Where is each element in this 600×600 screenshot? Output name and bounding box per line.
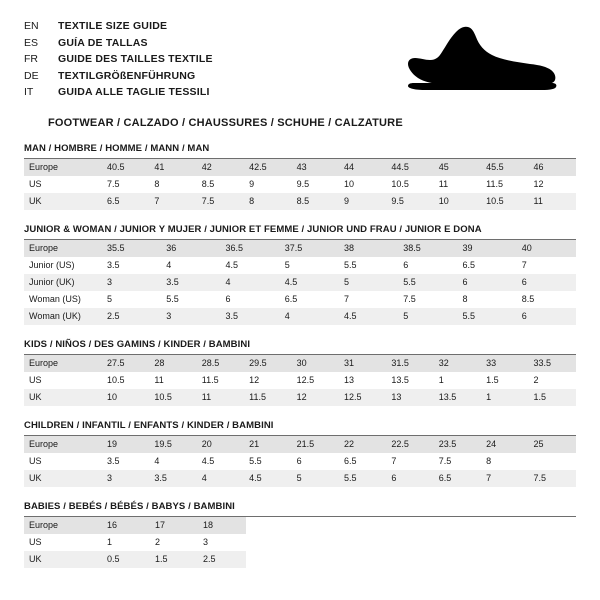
size-cell: 6.5	[284, 293, 298, 304]
size-cell: 1.5	[529, 389, 576, 406]
size-row	[24, 291, 576, 308]
size-block	[24, 129, 576, 210]
size-cell: 31.5	[386, 355, 433, 372]
size-cell: 5.5	[398, 274, 457, 291]
size-cell: 1	[438, 374, 444, 385]
size-row	[24, 274, 576, 291]
size-cell: 16	[102, 517, 150, 534]
size-cell: 39	[458, 240, 517, 257]
size-cell: 36.5	[221, 240, 280, 257]
size-cell: 1	[107, 536, 113, 547]
size-cell: 17	[150, 517, 198, 534]
size-cell: 11	[154, 374, 164, 385]
size-cell: 5	[292, 470, 339, 487]
language-title-list-body	[24, 18, 213, 101]
size-cell: 20	[197, 436, 244, 453]
size-cell-filler	[246, 534, 576, 551]
size-row-label: UK	[24, 470, 102, 487]
size-cell: 2.5	[198, 551, 246, 568]
size-cell: 45	[434, 159, 481, 176]
size-row-label: Woman (UK)	[24, 308, 102, 325]
size-row-label: UK	[24, 389, 102, 406]
language-title-list	[24, 18, 213, 101]
size-cell: 25	[529, 436, 576, 453]
language-title: TEXTILE SIZE GUIDE	[58, 20, 168, 32]
footwear-category-title: FOOTWEAR / CALZADO / CHAUSSURES / SCHUHE / CALZATURE	[48, 116, 403, 129]
size-cell: 7	[521, 259, 527, 270]
size-cell: 40.5	[102, 159, 149, 176]
size-cell: 5	[339, 274, 398, 291]
size-row	[24, 240, 576, 257]
size-cell: 9.5	[386, 193, 433, 210]
size-cell: 3.5	[161, 274, 220, 291]
size-cell: 31	[339, 355, 386, 372]
size-cell: 10.5	[391, 178, 409, 189]
size-cell: 6.5	[102, 193, 149, 210]
size-cell: 7	[344, 293, 350, 304]
size-row	[24, 551, 576, 568]
size-cell: 38	[339, 240, 398, 257]
size-cell: 23.5	[434, 436, 481, 453]
size-cell: 12	[292, 389, 339, 406]
dress-shoe-icon	[384, 22, 574, 100]
size-cell: 5	[284, 259, 290, 270]
size-cell: 7	[149, 193, 196, 210]
size-cell: 8.5	[201, 178, 215, 189]
size-row-label: Junior (US)	[29, 259, 75, 270]
language-code: DE	[24, 69, 39, 82]
size-cell: 11	[529, 193, 576, 210]
size-cell: 3.5	[107, 259, 120, 270]
size-cell: 2.5	[102, 308, 161, 325]
size-cell: 8	[462, 293, 468, 304]
size-cell: 19.5	[149, 436, 196, 453]
size-cell: 7.5	[403, 293, 416, 304]
size-cell: 10.5	[107, 374, 125, 385]
size-row-label: US	[29, 455, 42, 466]
size-cell: 8	[244, 193, 291, 210]
page-header	[0, 0, 600, 129]
size-cell: 11	[438, 178, 449, 189]
size-cell: 4.5	[280, 274, 339, 291]
language-code: FR	[24, 53, 38, 65]
language-code: ES	[24, 36, 39, 49]
size-blocks	[0, 129, 600, 568]
size-table	[24, 240, 576, 325]
size-row	[24, 389, 576, 406]
size-cell: 3	[102, 470, 149, 487]
size-cell: 3.5	[149, 470, 196, 487]
size-row-label: US	[29, 536, 42, 547]
size-cell: 9	[249, 178, 255, 189]
size-cell: 12.5	[339, 389, 386, 406]
size-block	[24, 487, 576, 568]
size-cell: 22	[339, 436, 386, 453]
size-cell: 4	[221, 274, 280, 291]
size-cell: 28.5	[197, 355, 244, 372]
size-row	[24, 436, 576, 453]
size-cell: 10.5	[481, 193, 528, 210]
size-cell: 8.5	[521, 293, 535, 304]
size-cell: 33	[481, 355, 528, 372]
size-cell: 19	[102, 436, 149, 453]
size-block	[24, 406, 576, 487]
size-row	[24, 176, 576, 193]
size-row-label: Europe	[24, 159, 102, 176]
size-row	[24, 453, 576, 470]
size-row	[24, 534, 576, 551]
size-cell: 10	[343, 178, 354, 189]
size-cell: 2	[155, 536, 161, 547]
size-cell: 18	[198, 517, 246, 534]
size-row-label: Europe	[24, 355, 102, 372]
size-cell: 43	[292, 159, 339, 176]
size-row	[24, 308, 576, 325]
size-cell: 8	[486, 455, 492, 466]
size-cell: 6	[517, 308, 576, 325]
language-title: GUÍA DE TALLAS	[58, 36, 148, 49]
language-title: GUIDA ALLE TAGLIE TESSILI	[58, 86, 210, 98]
size-cell: 3.5	[221, 308, 280, 325]
size-cell: 21	[244, 436, 291, 453]
size-cell: 36	[161, 240, 220, 257]
size-cell: 5.5	[166, 293, 179, 304]
size-cell: 5.5	[458, 308, 517, 325]
size-cell: 4.5	[244, 470, 291, 487]
size-row	[24, 517, 576, 534]
size-cell: 11.5	[201, 374, 219, 385]
size-cell	[529, 453, 576, 470]
size-cell: 1.5	[150, 551, 198, 568]
size-cell: 6.5	[343, 455, 357, 466]
size-cell: 13.5	[391, 374, 409, 385]
size-table	[24, 355, 576, 406]
size-cell: 41	[149, 159, 196, 176]
size-cell: 6	[386, 470, 433, 487]
size-row-label: US	[29, 374, 42, 385]
size-row-label: Woman (US)	[29, 293, 81, 304]
size-block-heading: CHILDREN / INFANTIL / ENFANTS / KINDER / BAMBINI	[24, 406, 576, 436]
size-cell: 5.5	[344, 259, 357, 270]
size-cell: 6	[458, 274, 517, 291]
language-code: IT	[24, 86, 34, 98]
size-cell: 7.5	[197, 193, 244, 210]
size-row	[24, 355, 576, 372]
language-row	[24, 68, 213, 85]
language-title: GUIDE DES TAILLES TEXTILE	[58, 53, 213, 65]
size-cell: 4	[166, 259, 172, 270]
size-cell: 21.5	[292, 436, 339, 453]
size-block	[24, 325, 576, 406]
size-cell: 27.5	[102, 355, 149, 372]
size-row-label: US	[29, 178, 42, 189]
size-cell: 2	[533, 374, 539, 385]
language-row	[24, 84, 213, 101]
size-row	[24, 470, 576, 487]
size-cell: 11.5	[244, 389, 291, 406]
language-row	[24, 35, 213, 52]
size-cell: 42	[197, 159, 244, 176]
size-cell: 9	[339, 193, 386, 210]
size-cell: 12.5	[296, 374, 315, 385]
size-cell: 4	[280, 308, 339, 325]
size-cell: 5	[107, 293, 113, 304]
language-code: EN	[24, 20, 39, 32]
size-cell: 40	[517, 240, 576, 257]
language-row	[24, 18, 213, 35]
size-cell: 10.5	[149, 389, 196, 406]
size-block-heading: BABIES / BEBÉS / BÉBÉS / BABYS / BAMBINI	[24, 487, 576, 517]
size-cell: 29.5	[244, 355, 291, 372]
language-row	[24, 51, 213, 68]
size-cell: 11	[197, 389, 244, 406]
size-cell: 7	[391, 455, 397, 466]
size-cell: 6.5	[434, 470, 481, 487]
size-cell: 6	[296, 455, 302, 466]
size-table	[24, 436, 576, 487]
size-cell: 46	[529, 159, 576, 176]
size-block-heading: KIDS / NIÑOS / DES GAMINS / KINDER / BAMBINI	[24, 325, 576, 355]
size-cell-filler	[246, 551, 576, 568]
size-cell: 33.5	[529, 355, 576, 372]
size-row-label: UK	[24, 551, 102, 568]
size-cell: 1.5	[486, 374, 499, 385]
size-cell: 9.5	[296, 178, 310, 189]
size-cell: 10	[434, 193, 481, 210]
size-cell: 7.5	[529, 470, 576, 487]
size-cell: 6	[403, 259, 409, 270]
size-cell: 45.5	[481, 159, 528, 176]
size-cell: 12	[533, 178, 544, 189]
size-cell: 4.5	[201, 455, 215, 466]
size-cell: 6	[225, 293, 231, 304]
size-row-label: Junior (UK)	[24, 274, 102, 291]
size-cell: 35.5	[102, 240, 161, 257]
size-cell: 38.5	[398, 240, 457, 257]
size-cell: 4.5	[339, 308, 398, 325]
size-cell: 7.5	[438, 455, 452, 466]
size-cell: 44.5	[386, 159, 433, 176]
size-cell: 24	[481, 436, 528, 453]
size-cell: 6	[517, 274, 576, 291]
size-cell: 3	[203, 536, 209, 547]
size-cell: 3	[161, 308, 220, 325]
size-table	[24, 517, 576, 568]
size-cell: 28	[149, 355, 196, 372]
size-block	[24, 210, 576, 325]
size-cell: 8	[154, 178, 160, 189]
size-row-label: UK	[24, 193, 102, 210]
size-cell-filler	[246, 517, 576, 534]
size-cell: 13.5	[434, 389, 481, 406]
size-cell: 10	[102, 389, 149, 406]
size-row-label: Europe	[24, 517, 102, 534]
size-block-heading: JUNIOR & WOMAN / JUNIOR Y MUJER / JUNIOR ET FEMME / JUNIOR UND FRAU / JUNIOR E DONA	[24, 210, 576, 240]
size-cell: 5	[398, 308, 457, 325]
size-cell: 30	[292, 355, 339, 372]
size-cell: 4.5	[225, 259, 239, 270]
size-row	[24, 257, 576, 274]
size-row-label: Europe	[24, 436, 102, 453]
size-cell: 44	[339, 159, 386, 176]
size-cell: 5.5	[249, 455, 262, 466]
size-cell: 7	[481, 470, 528, 487]
size-cell: 3	[102, 274, 161, 291]
size-cell: 22.5	[386, 436, 433, 453]
size-cell: 6.5	[462, 259, 476, 270]
size-cell: 4	[154, 455, 160, 466]
size-cell: 37.5	[280, 240, 339, 257]
language-title: TEXTILGRÖßENFÜHRUNG	[58, 69, 196, 82]
size-cell: 0.5	[102, 551, 150, 568]
size-cell: 11.5	[486, 178, 503, 189]
size-cell: 12	[249, 374, 260, 385]
size-cell: 1	[481, 389, 528, 406]
size-row	[24, 159, 576, 176]
size-cell: 42.5	[244, 159, 291, 176]
size-cell: 5.5	[339, 470, 386, 487]
size-cell: 7.5	[107, 178, 120, 189]
size-cell: 32	[434, 355, 481, 372]
size-cell: 3.5	[107, 455, 120, 466]
size-row-label: Europe	[24, 240, 102, 257]
size-cell: 4	[197, 470, 244, 487]
size-table	[24, 159, 576, 210]
size-cell: 8.5	[292, 193, 339, 210]
size-block-heading: MAN / HOMBRE / HOMME / MANN / MAN	[24, 129, 576, 159]
size-row	[24, 372, 576, 389]
size-cell: 13	[386, 389, 433, 406]
size-row	[24, 193, 576, 210]
size-cell: 13	[343, 374, 354, 385]
